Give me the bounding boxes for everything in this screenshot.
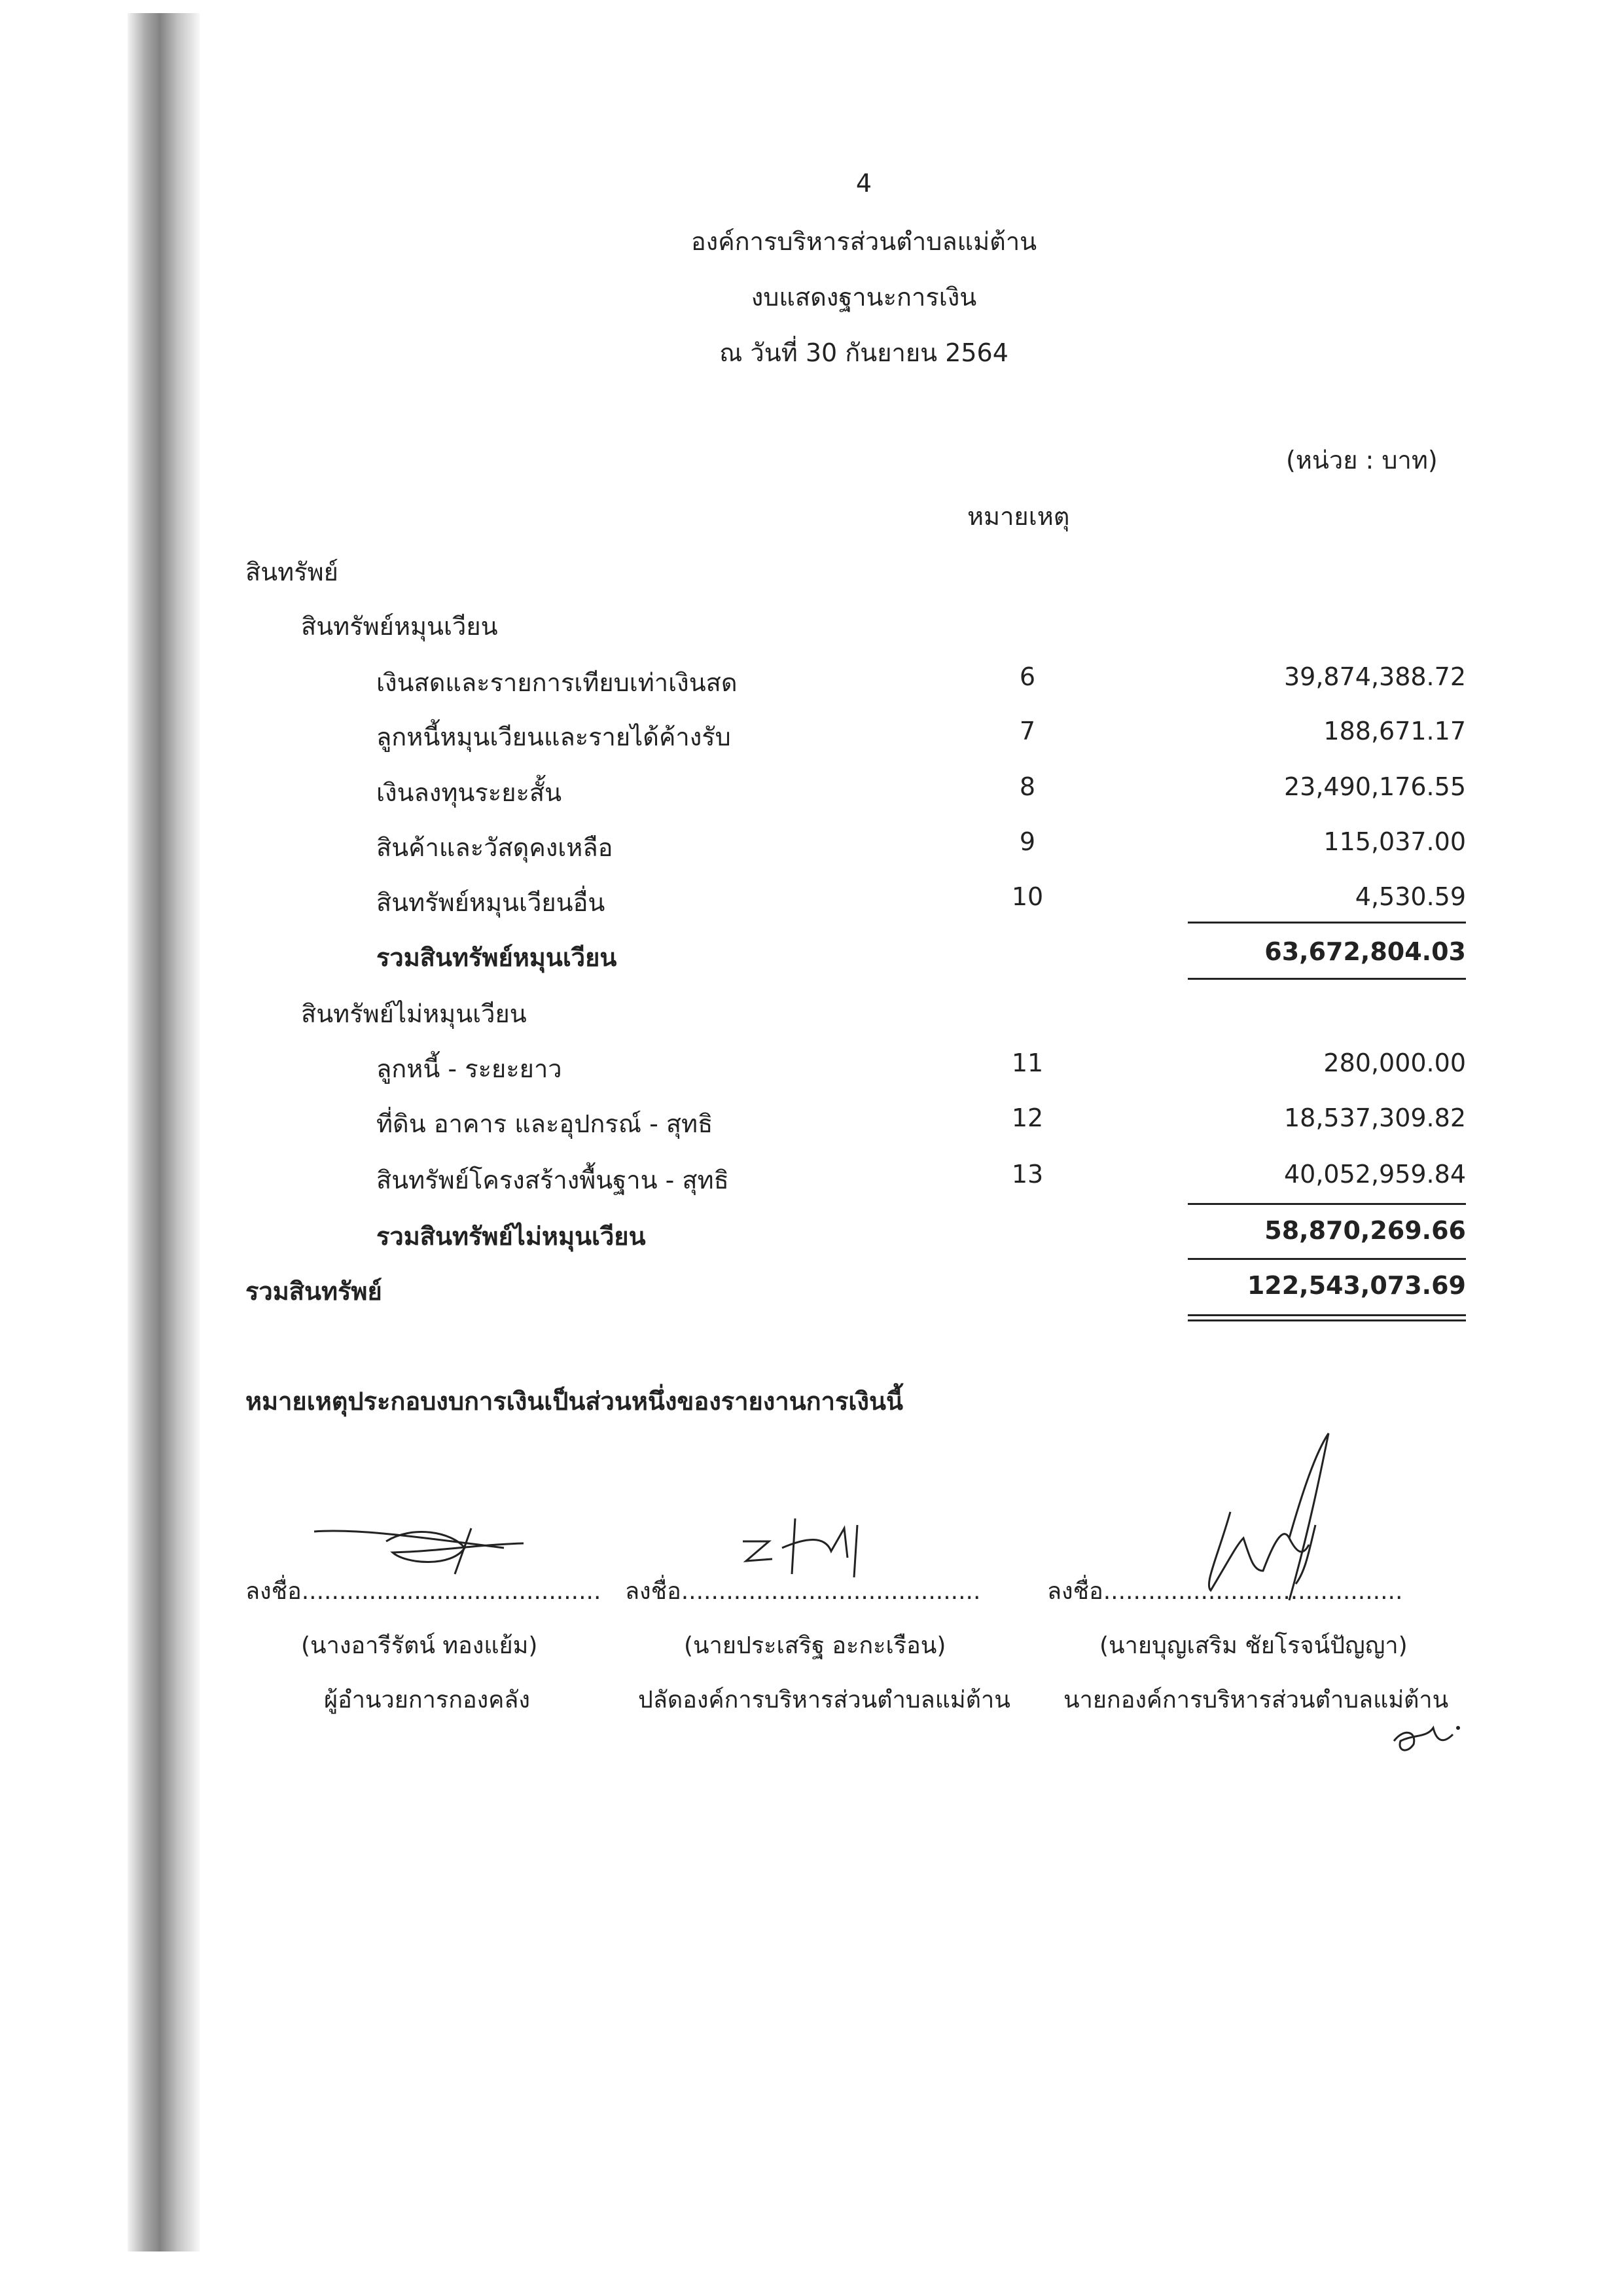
total-rule xyxy=(1188,978,1466,980)
total-assets-amount: 122,543,073.69 xyxy=(1247,1271,1466,1300)
signature-line: ลงชื่อ........................................ xyxy=(1047,1578,1403,1605)
asset-row-amount: 40,052,959.84 xyxy=(1283,1160,1466,1189)
asset-row-note: 10 xyxy=(1011,882,1044,911)
asset-row-note: 13 xyxy=(1011,1160,1044,1189)
subtotal-rule xyxy=(1188,1203,1466,1205)
asset-row-label: ลูกหนี้ - ระยะยาว xyxy=(376,1054,562,1083)
signatory-title: นายกองค์การบริหารส่วนตำบลแม่ต้าน xyxy=(1063,1687,1449,1713)
asset-row-label: เงินสดและรายการเทียบเท่าเงินสด xyxy=(376,668,738,697)
double-rule-top xyxy=(1188,1314,1466,1316)
asset-row-amount: 115,037.00 xyxy=(1323,827,1466,856)
organization-name: องค์การบริหารส่วนตำบลแม่ต้าน xyxy=(690,227,1037,256)
asset-row-amount: 39,874,388.72 xyxy=(1283,662,1466,691)
signature-line: ลงชื่อ........................................ xyxy=(245,1578,601,1605)
total-rule xyxy=(1188,1258,1466,1260)
non-current-assets-heading: สินทรัพย์ไม่หมุนเวียน xyxy=(301,999,527,1028)
asset-row-note: 8 xyxy=(1019,772,1036,801)
asset-row-note: 6 xyxy=(1019,662,1036,691)
footnote: หมายเหตุประกอบงบการเงินเป็นส่วนหนึ่งของรายงานการเงินนี้ xyxy=(245,1387,903,1416)
asset-row-label: สินทรัพย์หมุนเวียนอื่น xyxy=(376,888,605,917)
statement-date: ณ วันที่ 30 กันยายน 2564 xyxy=(719,338,1008,367)
asset-row-label: ลูกหนี้หมุนเวียนและรายได้ค้างรับ xyxy=(376,723,731,751)
asset-row-note: 9 xyxy=(1019,827,1036,856)
asset-row-amount: 188,671.17 xyxy=(1323,717,1466,745)
total-assets-label: รวมสินทรัพย์ xyxy=(245,1277,382,1306)
asset-row-amount: 280,000.00 xyxy=(1323,1049,1466,1077)
asset-row-amount: 4,530.59 xyxy=(1355,882,1466,911)
note-column-header: หมายเหตุ xyxy=(967,502,1070,531)
subtotal-rule xyxy=(1188,922,1466,924)
asset-row-amount: 23,490,176.55 xyxy=(1283,772,1466,801)
asset-row-label: ที่ดิน อาคาร และอุปกรณ์ - สุทธิ xyxy=(376,1109,713,1138)
non-current-assets-total-label: รวมสินทรัพย์ไม่หมุนเวียน xyxy=(376,1222,646,1251)
initials-mark xyxy=(1387,1715,1466,1761)
assets-heading: สินทรัพย์ xyxy=(245,558,338,586)
asset-row-note: 11 xyxy=(1011,1049,1044,1077)
non-current-assets-total: 58,870,269.66 xyxy=(1264,1216,1466,1245)
asset-row-label: เงินลงทุนระยะสั้น xyxy=(376,778,562,807)
asset-row-amount: 18,537,309.82 xyxy=(1283,1103,1466,1132)
page-number: 4 xyxy=(855,169,872,198)
unit-label: (หน่วย : บาท) xyxy=(1286,446,1438,475)
current-assets-total: 63,672,804.03 xyxy=(1264,937,1466,966)
signatory-name: (นางอารีรัตน์ ทองแย้ม) xyxy=(301,1632,538,1659)
signatory-title: ผู้อำนวยการกองคลัง xyxy=(324,1687,530,1713)
signatory-name: (นายบุญเสริม ชัยโรจน์ปัญญา) xyxy=(1099,1632,1408,1659)
asset-row-note: 12 xyxy=(1011,1103,1044,1132)
signatory-name: (นายประเสริฐ อะกะเรือน) xyxy=(684,1632,946,1659)
asset-row-label: สินทรัพย์โครงสร้างพื้นฐาน - สุทธิ xyxy=(376,1166,729,1194)
asset-row-note: 7 xyxy=(1019,717,1036,745)
asset-row-label: สินค้าและวัสดุคงเหลือ xyxy=(376,833,613,862)
statement-title: งบแสดงฐานะการเงิน xyxy=(751,283,977,312)
double-rule-bottom xyxy=(1188,1319,1466,1321)
current-assets-heading: สินทรัพย์หมุนเวียน xyxy=(301,612,498,641)
signatory-title: ปลัดองค์การบริหารส่วนตำบลแม่ต้าน xyxy=(638,1687,1010,1713)
current-assets-total-label: รวมสินทรัพย์หมุนเวียน xyxy=(376,943,617,972)
signature-line: ลงชื่อ........................................ xyxy=(625,1578,981,1605)
